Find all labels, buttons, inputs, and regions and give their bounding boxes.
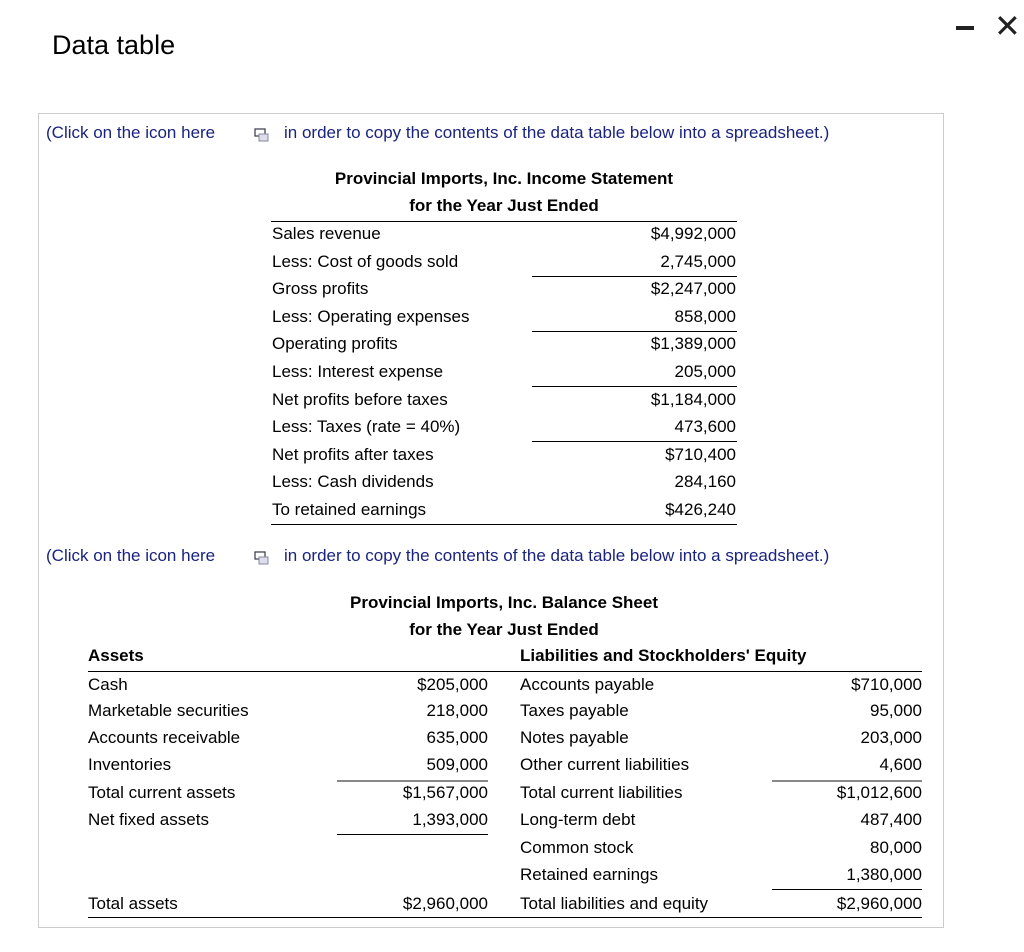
copy-note-suffix: in order to copy the contents of the data table below into a spreadsheet.) [284,546,830,565]
asset-value: $205,000 [417,675,488,694]
asset-label: Cash [88,675,128,694]
copy-icon[interactable] [254,550,269,564]
asset-label: Net fixed assets [88,810,209,829]
liability-label: Total current liabilities [520,783,683,802]
liabilities-header: Liabilities and Stockholders' Equity [520,646,807,665]
liability-label: Notes payable [520,728,629,747]
divider [88,671,922,672]
asset-value: 1,393,000 [412,810,488,829]
income-row-label: Less: Cash dividends [272,472,434,492]
liability-value: $710,000 [851,675,922,694]
liability-label: Accounts payable [520,675,655,694]
copy-note-suffix: in order to copy the contents of the data table below into a spreadsheet.) [284,123,830,142]
divider [88,917,922,918]
income-row-label: Gross profits [272,279,369,299]
income-row-value: 284,160 [674,472,736,492]
divider [337,780,488,782]
balance-sheet-subtitle: for the Year Just Ended [409,620,599,639]
income-row-label: Net profits before taxes [272,389,448,409]
asset-label: Total assets [88,894,178,913]
copy-note-prefix: (Click on the icon here [46,546,216,565]
liability-value: 1,380,000 [846,865,922,884]
divider [772,889,922,890]
liability-label: Total liabilities and equity [520,894,709,913]
income-row-value: $4,992,000 [650,224,736,243]
income-row-label: To retained earnings [272,500,427,519]
data-table-panel [38,113,944,928]
assets-header: Assets [88,646,144,665]
liability-value: $2,960,000 [836,894,922,913]
income-row-value: $1,389,000 [650,334,736,354]
liability-label: Other current liabilities [520,755,690,774]
income-row-label: Less: Interest expense [272,362,444,381]
asset-label: Total current assets [88,783,236,802]
income-row-label: Net profits after taxes [272,444,434,464]
balance-sheet-title: Provincial Imports, Inc. Balance Sheet [350,593,658,612]
asset-value: $1,567,000 [402,783,488,802]
asset-label: Inventories [88,755,172,774]
asset-label: Accounts receivable [88,728,241,747]
divider [532,276,737,277]
asset-value: $2,960,000 [402,894,488,913]
income-row-value: $710,400 [665,444,736,464]
liability-label: Taxes payable [520,701,629,720]
income-row-label: Sales revenue [272,224,381,243]
liability-label: Common stock [520,838,634,857]
asset-value: 218,000 [426,701,488,720]
income-row-label: Less: Cost of goods sold [272,251,459,271]
minimize-icon[interactable] [956,26,974,30]
liability-label: Long-term debt [520,810,636,829]
income-row-value: $2,247,000 [650,279,736,299]
liability-label: Retained earnings [520,865,658,884]
liability-value: 487,400 [860,810,922,829]
copy-note [46,546,926,568]
divider [532,331,737,332]
income-row-value: 2,745,000 [660,251,736,271]
income-row-value: $1,184,000 [650,389,736,409]
liability-value: 95,000 [870,701,922,720]
liability-value: 80,000 [870,838,922,857]
income-row-label: Less: Taxes (rate = 40%) [272,417,461,437]
income-statement-title: Provincial Imports, Inc. Income Statement [334,169,674,188]
divider [532,441,737,442]
income-row-label: Less: Operating expenses [272,306,470,326]
income-row-label: Operating profits [272,334,398,354]
divider [532,386,737,387]
dialog-title: Data table [52,30,176,60]
asset-value: 635,000 [426,728,488,747]
divider [772,780,922,782]
divider [271,221,737,222]
divider [337,834,488,835]
income-row-value: 473,600 [674,417,736,437]
divider [271,524,737,525]
copy-note [46,123,926,145]
copy-note-prefix: (Click on the icon here [46,123,216,142]
income-row-value: 858,000 [674,306,736,326]
close-icon[interactable]: ✕ [994,8,1021,44]
liability-value: 4,600 [879,755,922,774]
copy-icon[interactable] [254,127,269,141]
liability-value: $1,012,600 [836,783,922,802]
asset-value: 509,000 [426,755,488,774]
liability-value: 203,000 [860,728,922,747]
income-row-value: 205,000 [674,362,736,381]
asset-label: Marketable securities [88,701,249,720]
income-row-value: $426,240 [665,500,736,519]
income-statement-subtitle: for the Year Just Ended [409,196,599,215]
